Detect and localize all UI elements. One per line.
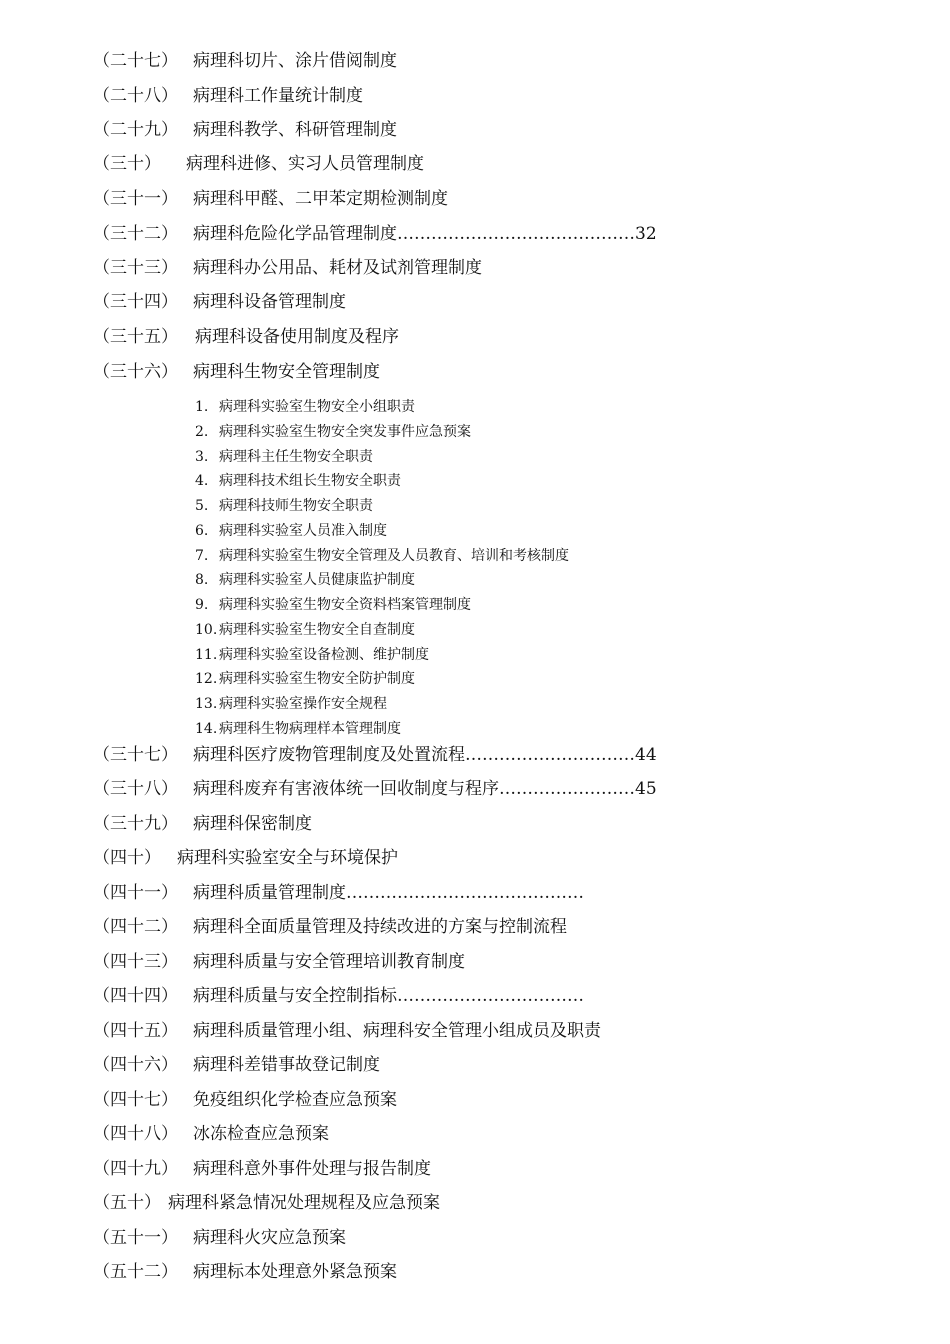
entry-number: （三十七） xyxy=(93,745,178,765)
toc-sub-item[interactable] xyxy=(195,545,569,567)
entry-number: （二十九） xyxy=(93,120,178,140)
toc-entry[interactable] xyxy=(93,914,567,940)
entry-title: 病理科火灾应急预案 xyxy=(193,1228,346,1248)
toc-entry[interactable] xyxy=(93,117,397,143)
sub-item-number: 8. xyxy=(195,572,209,588)
entry-title: 病理科工作量统计制度 xyxy=(193,86,363,106)
entry-number: （五十二） xyxy=(93,1262,178,1282)
sub-item-title: 病理科实验室操作安全规程 xyxy=(219,696,387,712)
entry-title: 病理科全面质量管理及持续改进的方案与控制流程 xyxy=(193,917,567,937)
entry-number: （三十八） xyxy=(93,779,178,799)
entry-number: （三十六） xyxy=(93,362,178,382)
entry-number: （四十四） xyxy=(93,986,178,1006)
toc-sub-item[interactable] xyxy=(195,569,415,591)
toc-entry[interactable] xyxy=(93,845,398,871)
entry-number: （三十五） xyxy=(93,327,178,347)
sub-item-number: 6. xyxy=(195,523,209,539)
entry-number: （三十九） xyxy=(93,814,178,834)
toc-entry[interactable] xyxy=(93,255,482,281)
entry-title: 病理科废弃有害液体统一回收制度与程序……………………45 xyxy=(193,779,657,799)
entry-number: （四十九） xyxy=(93,1159,178,1179)
toc-sub-item[interactable] xyxy=(195,396,415,418)
entry-number: （三十一） xyxy=(93,189,178,209)
toc-entry[interactable] xyxy=(93,151,424,177)
toc-entry[interactable] xyxy=(93,776,657,802)
toc-entry[interactable] xyxy=(93,359,380,385)
toc-entry[interactable] xyxy=(93,1121,329,1147)
entry-number: （四十八） xyxy=(93,1124,178,1144)
entry-title: 病理科保密制度 xyxy=(193,814,312,834)
entry-number: （五十） xyxy=(93,1193,161,1213)
entry-title: 病理科教学、科研管理制度 xyxy=(193,120,397,140)
toc-entry[interactable] xyxy=(93,1156,431,1182)
sub-item-title: 病理科实验室设备检测、维护制度 xyxy=(219,647,429,663)
sub-item-title: 病理科技术组长生物安全职责 xyxy=(219,473,401,489)
sub-item-title: 病理科实验室生物安全突发事件应急预案 xyxy=(219,424,471,440)
entry-title: 病理科质量管理小组、病理科安全管理小组成员及职责 xyxy=(193,1021,601,1041)
entry-title: 病理科质量与安全控制指标…………………………… xyxy=(193,986,584,1006)
sub-item-title: 病理科实验室生物安全防护制度 xyxy=(219,671,415,687)
toc-sub-item[interactable] xyxy=(195,693,387,715)
toc-sub-item[interactable] xyxy=(195,495,373,517)
entry-title: 冰冻检查应急预案 xyxy=(193,1124,329,1144)
entry-title: 病理科实验室安全与环境保护 xyxy=(177,848,398,868)
sub-item-title: 病理科实验室生物安全管理及人员教育、培训和考核制度 xyxy=(219,548,569,564)
sub-item-title: 病理科主任生物安全职责 xyxy=(219,449,373,465)
entry-title: 病理科差错事故登记制度 xyxy=(193,1055,380,1075)
entry-number: （四十二） xyxy=(93,917,178,937)
entry-title: 病理科切片、涂片借阅制度 xyxy=(193,51,397,71)
sub-item-title: 病理科实验室生物安全自查制度 xyxy=(219,622,415,638)
entry-number: （四十一） xyxy=(93,883,178,903)
toc-sub-item[interactable] xyxy=(195,520,387,542)
entry-number: （四十） xyxy=(93,848,161,868)
entry-number: （五十一） xyxy=(93,1228,178,1248)
toc-entry[interactable] xyxy=(93,983,584,1009)
sub-item-number: 5. xyxy=(195,498,209,514)
sub-item-title: 病理科实验室生物安全小组职责 xyxy=(219,399,415,415)
entry-number: （三十） xyxy=(93,154,161,174)
toc-sub-item[interactable] xyxy=(195,668,415,690)
toc-entry[interactable] xyxy=(93,880,584,906)
entry-number: （三十四） xyxy=(93,292,178,312)
toc-entry[interactable] xyxy=(93,221,657,247)
sub-item-title: 病理科生物病理样本管理制度 xyxy=(219,721,401,737)
sub-item-number: 3. xyxy=(195,449,209,465)
toc-sub-item[interactable] xyxy=(195,470,401,492)
toc-sub-item[interactable] xyxy=(195,619,415,641)
toc-entry[interactable] xyxy=(93,1190,440,1216)
toc-entry[interactable] xyxy=(93,324,399,350)
sub-item-title: 病理科实验室人员健康监护制度 xyxy=(219,572,415,588)
toc-entry[interactable] xyxy=(93,949,465,975)
toc-entry[interactable] xyxy=(93,1087,397,1113)
toc-entry[interactable] xyxy=(93,186,448,212)
entry-title: 免疫组织化学检查应急预案 xyxy=(193,1090,397,1110)
entry-number: （二十八） xyxy=(93,86,178,106)
entry-title: 病理科设备管理制度 xyxy=(193,292,346,312)
entry-title: 病理科进修、实习人员管理制度 xyxy=(186,154,424,174)
entry-number: （四十七） xyxy=(93,1090,178,1110)
entry-title: 病理科生物安全管理制度 xyxy=(193,362,380,382)
sub-item-title: 病理科实验室人员准入制度 xyxy=(219,523,387,539)
entry-title: 病理科医疗废物管理制度及处置流程…………………………44 xyxy=(193,745,657,765)
toc-entry[interactable] xyxy=(93,289,346,315)
sub-item-title: 病理科技师生物安全职责 xyxy=(219,498,373,514)
toc-sub-item[interactable] xyxy=(195,644,429,666)
toc-entry[interactable] xyxy=(93,1225,346,1251)
sub-item-number: 12. xyxy=(195,671,218,687)
sub-item-number: 4. xyxy=(195,473,209,489)
entry-title: 病理科甲醛、二甲苯定期检测制度 xyxy=(193,189,448,209)
entry-title: 病理科质量管理制度…………………………………… xyxy=(193,883,584,903)
toc-entry[interactable] xyxy=(93,48,397,74)
toc-sub-item[interactable] xyxy=(195,718,401,740)
sub-item-number: 1. xyxy=(195,399,209,415)
entry-number: （二十七） xyxy=(93,51,178,71)
entry-number: （四十五） xyxy=(93,1021,178,1041)
entry-title: 病理科设备使用制度及程序 xyxy=(195,327,399,347)
sub-item-number: 13. xyxy=(195,696,218,712)
sub-item-number: 9. xyxy=(195,597,209,613)
sub-item-number: 11. xyxy=(195,647,218,663)
sub-item-number: 2. xyxy=(195,424,209,440)
entry-number: （四十三） xyxy=(93,952,178,972)
entry-title: 病理科危险化学品管理制度……………………………………32 xyxy=(193,224,657,244)
toc-entry[interactable] xyxy=(93,1259,397,1285)
entry-title: 病理科意外事件处理与报告制度 xyxy=(193,1159,431,1179)
sub-item-number: 14. xyxy=(195,721,218,737)
sub-item-title: 病理科实验室生物安全资料档案管理制度 xyxy=(219,597,471,613)
entry-title: 病理科紧急情况处理规程及应急预案 xyxy=(168,1193,440,1213)
entry-title: 病理标本处理意外紧急预案 xyxy=(193,1262,397,1282)
toc-entry[interactable] xyxy=(93,83,363,109)
entry-number: （四十六） xyxy=(93,1055,178,1075)
toc-entry[interactable] xyxy=(93,1018,601,1044)
sub-item-number: 7. xyxy=(195,548,209,564)
toc-entry[interactable] xyxy=(93,811,312,837)
toc-entry[interactable] xyxy=(93,1052,380,1078)
toc-sub-item[interactable] xyxy=(195,594,471,616)
entry-number: （三十二） xyxy=(93,224,178,244)
entry-number: （三十三） xyxy=(93,258,178,278)
entry-title: 病理科质量与安全管理培训教育制度 xyxy=(193,952,465,972)
entry-title: 病理科办公用品、耗材及试剂管理制度 xyxy=(193,258,482,278)
toc-entry[interactable] xyxy=(93,742,657,768)
toc-sub-item[interactable] xyxy=(195,446,373,468)
sub-item-number: 10. xyxy=(195,622,218,638)
toc-sub-item[interactable] xyxy=(195,421,471,443)
